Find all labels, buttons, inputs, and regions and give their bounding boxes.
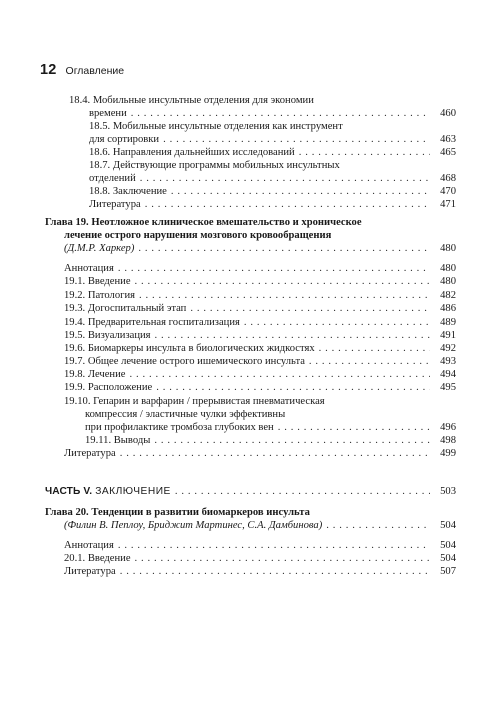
chapter-20-title-line1: Глава 20. Тенденции в развитии биомаркеров инсульта: [45, 507, 310, 518]
leader-dots: [120, 447, 430, 460]
toc-page-number: 507: [440, 566, 456, 577]
leader-dots: [190, 302, 430, 315]
toc-entry-text: 19.6. Биомаркеры инсульта в биологических жидкостях: [64, 343, 315, 354]
chapter-19-authors: (Д.М.Р. Харкер): [64, 243, 135, 254]
toc-entry-18-8[interactable]: [89, 185, 456, 198]
toc-entry-18-7-line1: 18.7. Действующие программы мобильных инсультных: [89, 160, 340, 171]
leader-dots: [129, 368, 430, 381]
toc-entry-18-5-line1: 18.5. Мобильные инсультные отделения как инструмент: [89, 121, 343, 132]
page-number: 12: [40, 62, 57, 78]
leader-dots: [175, 485, 430, 498]
toc-entry-text: 19.5. Визуализация: [64, 330, 151, 341]
toc-entry-18-4-line1: 18.4. Мобильные инсультные отделения для экономии: [69, 95, 314, 106]
toc-entry-19-1[interactable]: [64, 275, 456, 288]
leader-dots: [309, 355, 430, 368]
toc-entry-text: 19.2. Патология: [64, 290, 136, 301]
toc-entry-19-2[interactable]: [64, 289, 456, 302]
toc-entry-text: Аннотация: [64, 540, 114, 551]
toc-entry-19-10[interactable]: [85, 421, 456, 434]
part-5-title: ЗАКЛЮЧЕНИЕ: [95, 486, 171, 497]
toc-entry-19-11[interactable]: [85, 434, 456, 447]
toc-page-number: 460: [440, 108, 456, 119]
leader-dots: [299, 146, 430, 159]
toc-entry-19-6[interactable]: [64, 342, 456, 355]
toc-entry-text: 19.9. Расположение: [64, 382, 153, 393]
toc-page-number: 496: [440, 422, 456, 433]
toc-entry-19-4[interactable]: [64, 316, 456, 329]
leader-dots: [140, 172, 430, 185]
leader-dots: [118, 262, 430, 275]
toc-entry-19-7[interactable]: [64, 355, 456, 368]
toc-entry-references-19[interactable]: [64, 447, 456, 460]
toc-entry-text: 19.8. Лечение: [64, 369, 126, 380]
toc-chapter-19[interactable]: [64, 242, 456, 255]
toc-entry-19-10-line2: компрессия / эластичные чулки эффективны: [85, 409, 286, 420]
toc-entry-text: для сортировки: [89, 134, 160, 145]
toc-entry-20-abstract[interactable]: [64, 539, 456, 552]
toc-page-number: 498: [440, 435, 456, 446]
toc-entry-19-5[interactable]: [64, 329, 456, 342]
toc-entry-19-10-line1: 19.10. Гепарин и варфарин / прерывистая пневматическая: [64, 396, 325, 407]
toc-entry-text: Литература: [64, 448, 116, 459]
toc-entry-20-1[interactable]: [64, 552, 456, 565]
toc-page-number: 494: [440, 369, 456, 380]
toc-entry-text: 19.1. Введение: [64, 276, 131, 287]
leader-dots: [118, 539, 430, 552]
leader-dots: [138, 242, 430, 255]
toc-page-number: 480: [440, 263, 456, 274]
toc-entry-text: 19.7. Общее лечение острого ишемического инсульта: [64, 356, 305, 367]
toc-entry-19-abstract[interactable]: [64, 262, 456, 275]
toc-entry-text: Литература: [89, 199, 141, 210]
toc-entry-18-5[interactable]: [89, 133, 456, 146]
toc-page-number: 504: [440, 520, 456, 531]
leader-dots: [145, 198, 430, 211]
leader-dots: [171, 185, 430, 198]
leader-dots: [156, 381, 430, 394]
toc-page-number: 493: [440, 356, 456, 367]
leader-dots: [319, 342, 430, 355]
toc-entry-text: Литература: [64, 566, 116, 577]
leader-dots: [120, 565, 430, 578]
toc-part-5[interactable]: [45, 485, 456, 498]
toc-page-number: 468: [440, 173, 456, 184]
toc-page-number: 486: [440, 303, 456, 314]
toc-page-number: 489: [440, 317, 456, 328]
leader-dots: [131, 107, 430, 120]
leader-dots: [155, 329, 430, 342]
chapter-20-authors: (Филин В. Пеплоу, Бриджит Мартинес, С.А. Дамбинова): [64, 520, 323, 531]
toc-entry-references-20[interactable]: [64, 565, 456, 578]
toc-page-number: 480: [440, 243, 456, 254]
chapter-19-title-line2: лечение острого нарушения мозгового кровообращения: [64, 230, 332, 241]
toc-page-number: 463: [440, 134, 456, 145]
leader-dots: [154, 434, 430, 447]
leader-dots: [244, 316, 430, 329]
toc-entry-text: 20.1. Введение: [64, 553, 131, 564]
toc-page-number: 470: [440, 186, 456, 197]
toc-chapter-20[interactable]: [64, 519, 456, 532]
toc-page-number: 471: [440, 199, 456, 210]
leader-dots: [326, 519, 430, 532]
toc-page-number: 465: [440, 147, 456, 158]
toc-entry-text: 19.4. Предварительная госпитализация: [64, 317, 240, 328]
part-5-label: ЧАСТЬ V.: [45, 486, 93, 497]
toc-entry-19-3[interactable]: [64, 302, 456, 315]
toc-entry-text: 18.6. Направления дальнейших исследований: [89, 147, 295, 158]
toc-entry-18-4[interactable]: [89, 107, 456, 120]
toc-entry-19-9[interactable]: [64, 381, 456, 394]
toc-page-number: 495: [440, 382, 456, 393]
leader-dots: [163, 133, 430, 146]
toc-entry-text: 19.11. Выводы: [85, 435, 151, 446]
toc-page-number: 504: [440, 540, 456, 551]
toc-entry-text: времени: [89, 108, 127, 119]
toc-entry-references-18[interactable]: [89, 198, 456, 211]
toc-entry-text: 18.8. Заключение: [89, 186, 167, 197]
toc-page-number: 491: [440, 330, 456, 341]
toc-entry-text: 19.3. Догоспитальный этап: [64, 303, 187, 314]
leader-dots: [135, 552, 430, 565]
toc-entry-text: Аннотация: [64, 263, 114, 274]
toc-entry-18-7[interactable]: [89, 172, 456, 185]
leader-dots: [139, 289, 430, 302]
toc-page-number: 482: [440, 290, 456, 301]
chapter-19-title-line1: Глава 19. Неотложное клиническое вмешательство и хроническое: [45, 217, 362, 228]
leader-dots: [135, 275, 430, 288]
toc-entry-text: при профилактике тромбоза глубоких вен: [85, 422, 274, 433]
toc-page-number: 503: [440, 486, 456, 497]
toc-entry-18-6[interactable]: [89, 146, 456, 159]
toc-page-number: 504: [440, 553, 456, 564]
leader-dots: [278, 421, 430, 434]
toc-entry-text: отделений: [89, 173, 136, 184]
toc-page-number: 480: [440, 276, 456, 287]
header-title: Оглавление: [65, 65, 125, 77]
toc-page-number: 492: [440, 343, 456, 354]
toc-entry-19-8[interactable]: [64, 368, 456, 381]
toc-page-number: 499: [440, 448, 456, 459]
